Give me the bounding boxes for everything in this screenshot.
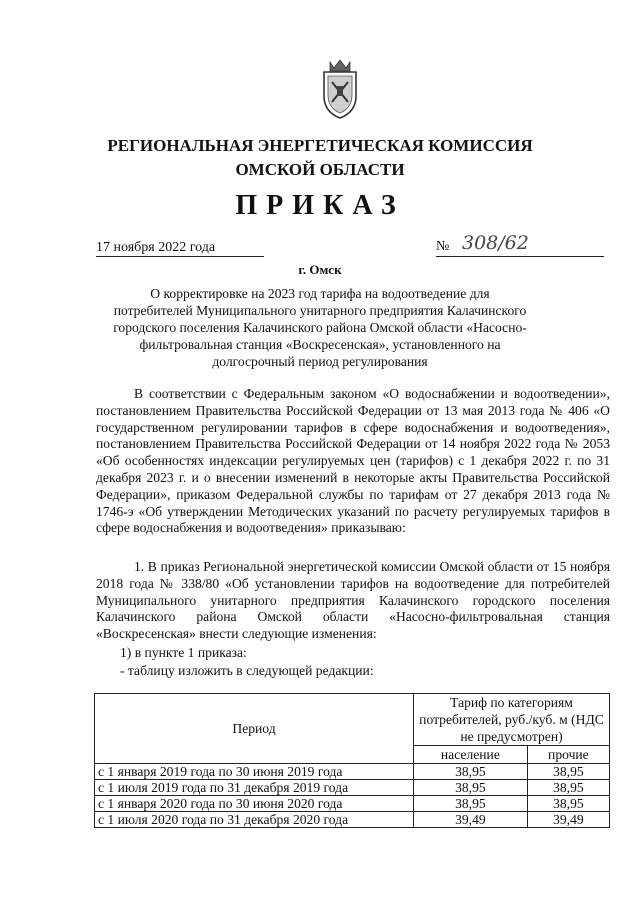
city: г. Омск: [298, 262, 342, 277]
document-type: ПРИКАЗ: [235, 190, 405, 221]
table-row: [95, 796, 610, 812]
row-other-value: 38,95: [527, 796, 609, 812]
row-population-value: 39,49: [414, 812, 528, 828]
column-header-period: Период: [95, 694, 414, 764]
table-row: [95, 812, 610, 828]
column-header-tariff: Тариф по категориям потребителей, руб./куб. м (НДС не предусмотрен): [414, 694, 610, 746]
row-period: с 1 января 2019 года по 30 июня 2019 года: [95, 764, 414, 780]
preamble-paragraph: В соответствии с Федеральным законом «О водоснабжении и водоотведении», постановлением Правительства Российской Федерации от 13 мая 2013 года № 406 «О государственном регулировании тарифов в сфере водоснабжения и водоотведения», постановлением Правительства Российской Федерации от 14 ноября 2022 года № 2053 «Об особенностях индексации регулируемых цен (тарифов) с 1 декабря 2022 г. по 31 декабря 2023 г. и о внесении изменений в некоторые акты Правительства Российской Федерации», приказом Федеральной службы по тарифам от 27 декабря 2013 года № 1746-э «Об утверждении Методических указаний по расчету регулируемых тарифов в сфере водоснабжения и водоотведения» приказываю:: [96, 386, 610, 536]
coat-of-arms-icon: [320, 58, 360, 120]
row-other-value: 38,95: [527, 764, 609, 780]
order-date: 17 ноября 2022 года: [96, 240, 264, 257]
subitem-1: 1) в пункте 1 приказа:: [120, 645, 247, 660]
item-1-paragraph: 1. В приказ Региональной энергетической комиссии Омской области от 15 ноября 2018 года № 338/80 «Об установлении тарифов на водоотведение для потребителей Муниципального унитарного предприятия Калачинского городского поселения Калачинского района Омской области «Насосно-фильтровальная станция «Воскресенская» внести следующие изменения:: [96, 559, 610, 642]
row-period: с 1 июля 2020 года по 31 декабря 2020 года: [95, 812, 414, 828]
order-subject: О корректировке на 2023 год тарифа на водоотведение для потребителей Муниципального унитарного предприятия Калачинского городского поселения Калачинского района Омской области «Насосно-фильтровальная станция «Воскресенская», установленного на долгосрочный период регулирования: [113, 286, 527, 369]
subitem-table-note: - таблицу изложить в следующей редакции:: [120, 663, 374, 678]
tariff-table: [94, 693, 610, 828]
column-header-other: прочие: [527, 746, 609, 764]
column-header-population: население: [414, 746, 528, 764]
row-other-value: 39,49: [527, 812, 609, 828]
order-number-field: [436, 232, 604, 257]
row-period: с 1 января 2020 года по 30 июня 2020 года: [95, 796, 414, 812]
number-sign: №: [436, 239, 450, 254]
table-row: [95, 780, 610, 796]
row-population-value: 38,95: [414, 796, 528, 812]
table-row: [95, 764, 610, 780]
org-name-line1: РЕГИОНАЛЬНАЯ ЭНЕРГЕТИЧЕСКАЯ КОМИССИЯ: [107, 136, 533, 155]
org-name-line2: ОМСКОЙ ОБЛАСТИ: [235, 160, 405, 179]
row-population-value: 38,95: [414, 764, 528, 780]
order-number: 308/62: [462, 232, 529, 254]
row-other-value: 38,95: [527, 780, 609, 796]
row-population-value: 38,95: [414, 780, 528, 796]
row-period: с 1 июля 2019 года по 31 декабря 2019 года: [95, 780, 414, 796]
